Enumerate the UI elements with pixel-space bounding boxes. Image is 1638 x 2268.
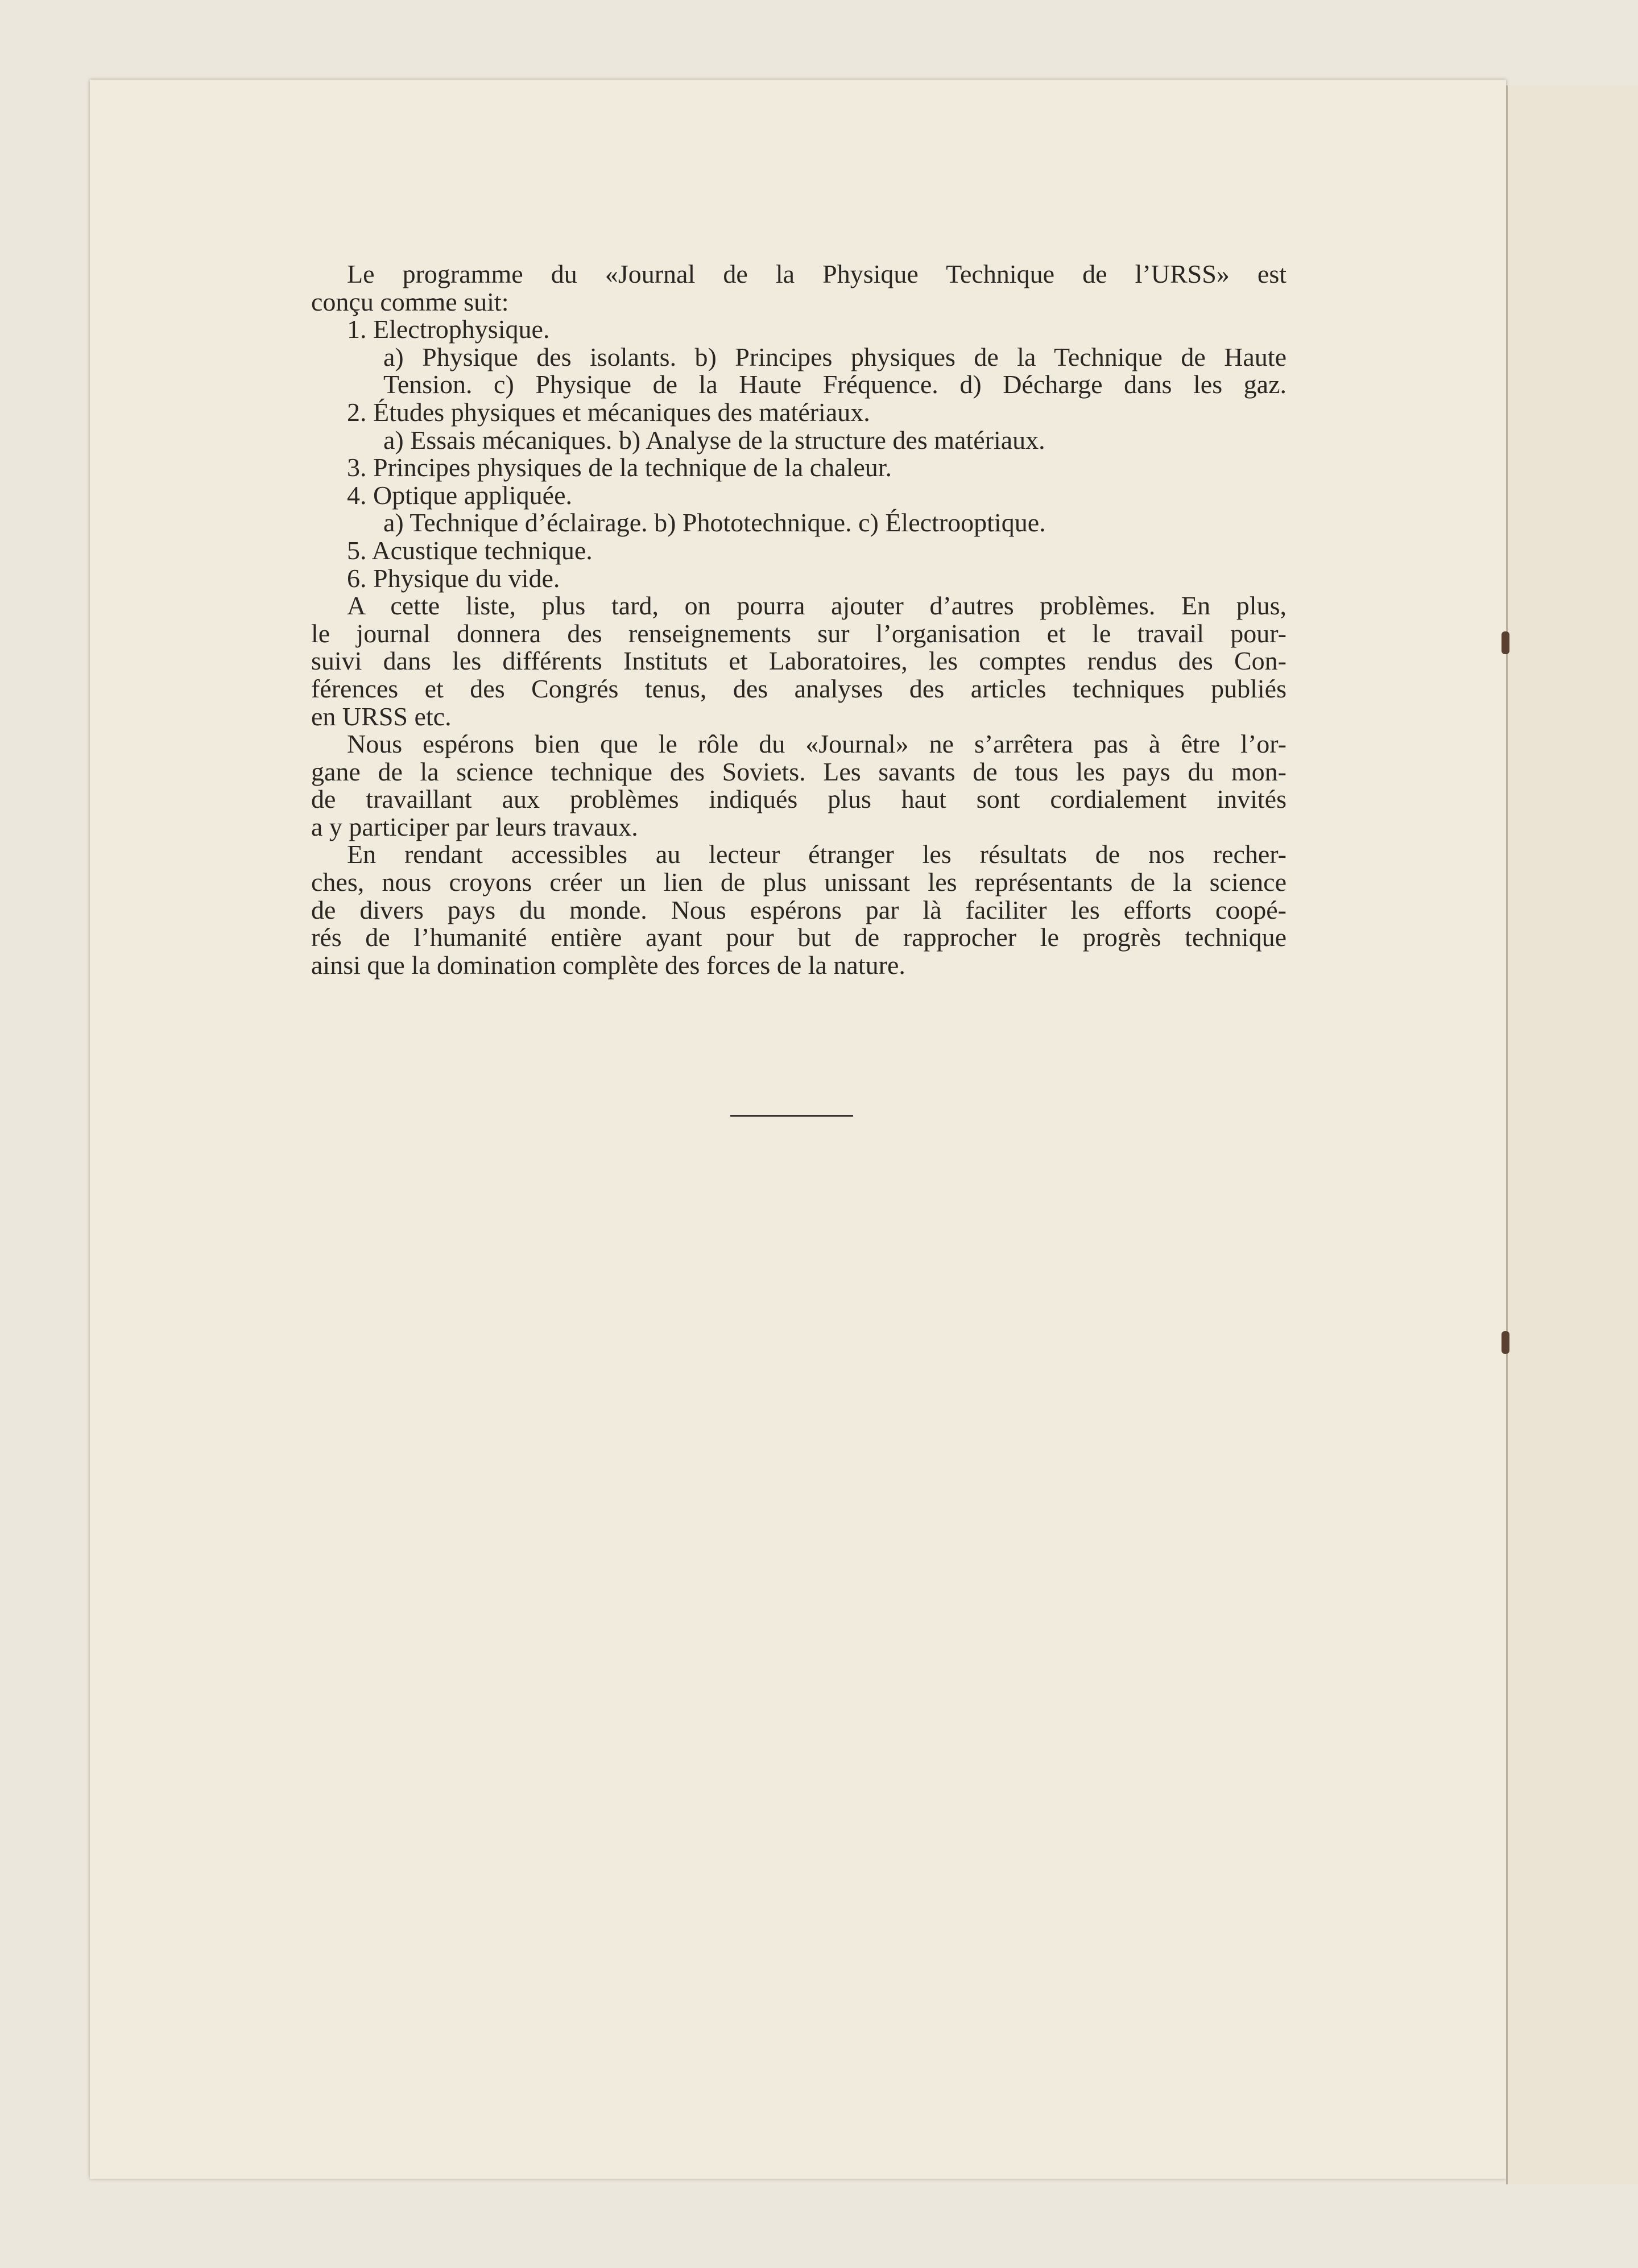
- text-line: de divers pays du monde. Nous espérons par là faciliter les efforts coopé-: [311, 895, 1287, 924]
- text-line: A cette liste, plus tard, on pourra ajouter d’autres problèmes. En plus,: [347, 591, 1287, 621]
- text-line: Le programme du «Journal de la Physique Technique de l’URSS» est: [347, 259, 1287, 288]
- text-line: en URSS etc.: [311, 701, 452, 731]
- list-item: 2. Études physiques et mécaniques des matériaux.: [347, 397, 870, 427]
- text-line: ches, nous croyons créer un lien de plus unissant les représentants de la science: [311, 867, 1287, 897]
- text-line: conçu comme suit:: [311, 287, 509, 316]
- body-text: [311, 261, 1287, 979]
- text-line: En rendant accessibles au lecteur étranger les résultats de nos recher-: [347, 840, 1287, 869]
- text-line: suivi dans les différents Instituts et Laboratoires, les comptes rendus des Con-: [311, 646, 1287, 676]
- text-line: ainsi que la domination complète des forces de la nature.: [311, 950, 905, 980]
- list-subitem: a) Physique des isolants. b) Principes physiques de la Technique de Haute: [383, 342, 1287, 371]
- binding-staple: [1502, 1331, 1509, 1354]
- text-line: férences et des Congrés tenus, des analyses des articles techniques publiés: [311, 674, 1287, 703]
- list-item: 5. Acustique technique.: [347, 535, 593, 565]
- list-item: 4. Optique appliquée.: [347, 480, 573, 510]
- list-subitem: a) Technique d’éclairage. b) Phototechnique. c) Électrooptique.: [383, 508, 1046, 538]
- text-line: gane de la science technique des Soviets. Les savants de tous les pays du mon-: [311, 757, 1287, 786]
- text-line: a y participer par leurs travaux.: [311, 812, 638, 841]
- text-line: rés de l’humanité entière ayant pour but de rapprocher le progrès technique: [311, 923, 1287, 952]
- text-line: de travaillant aux problèmes indiqués plus haut sont cordialement invités: [311, 784, 1287, 814]
- section-divider: [730, 1115, 853, 1117]
- binding-staple: [1502, 631, 1509, 654]
- list-item: 3. Principes physiques de la technique de la chaleur.: [347, 453, 892, 482]
- list-item: 6. Physique du vide.: [347, 563, 560, 593]
- list-item: 1. Electrophysique.: [347, 315, 550, 344]
- text-line: Nous espérons bien que le rôle du «Journal» ne s’arrêtera pas à être l’or-: [347, 729, 1287, 759]
- next-page-edge: [1506, 85, 1638, 2184]
- list-subitem: a) Essais mécaniques. b) Analyse de la structure des matériaux.: [383, 425, 1045, 455]
- list-subitem: Tension. c) Physique de la Haute Fréquence. d) Décharge dans les gaz.: [383, 370, 1287, 399]
- text-line: le journal donnera des renseignements sur l’organisation et le travail pour-: [311, 618, 1287, 648]
